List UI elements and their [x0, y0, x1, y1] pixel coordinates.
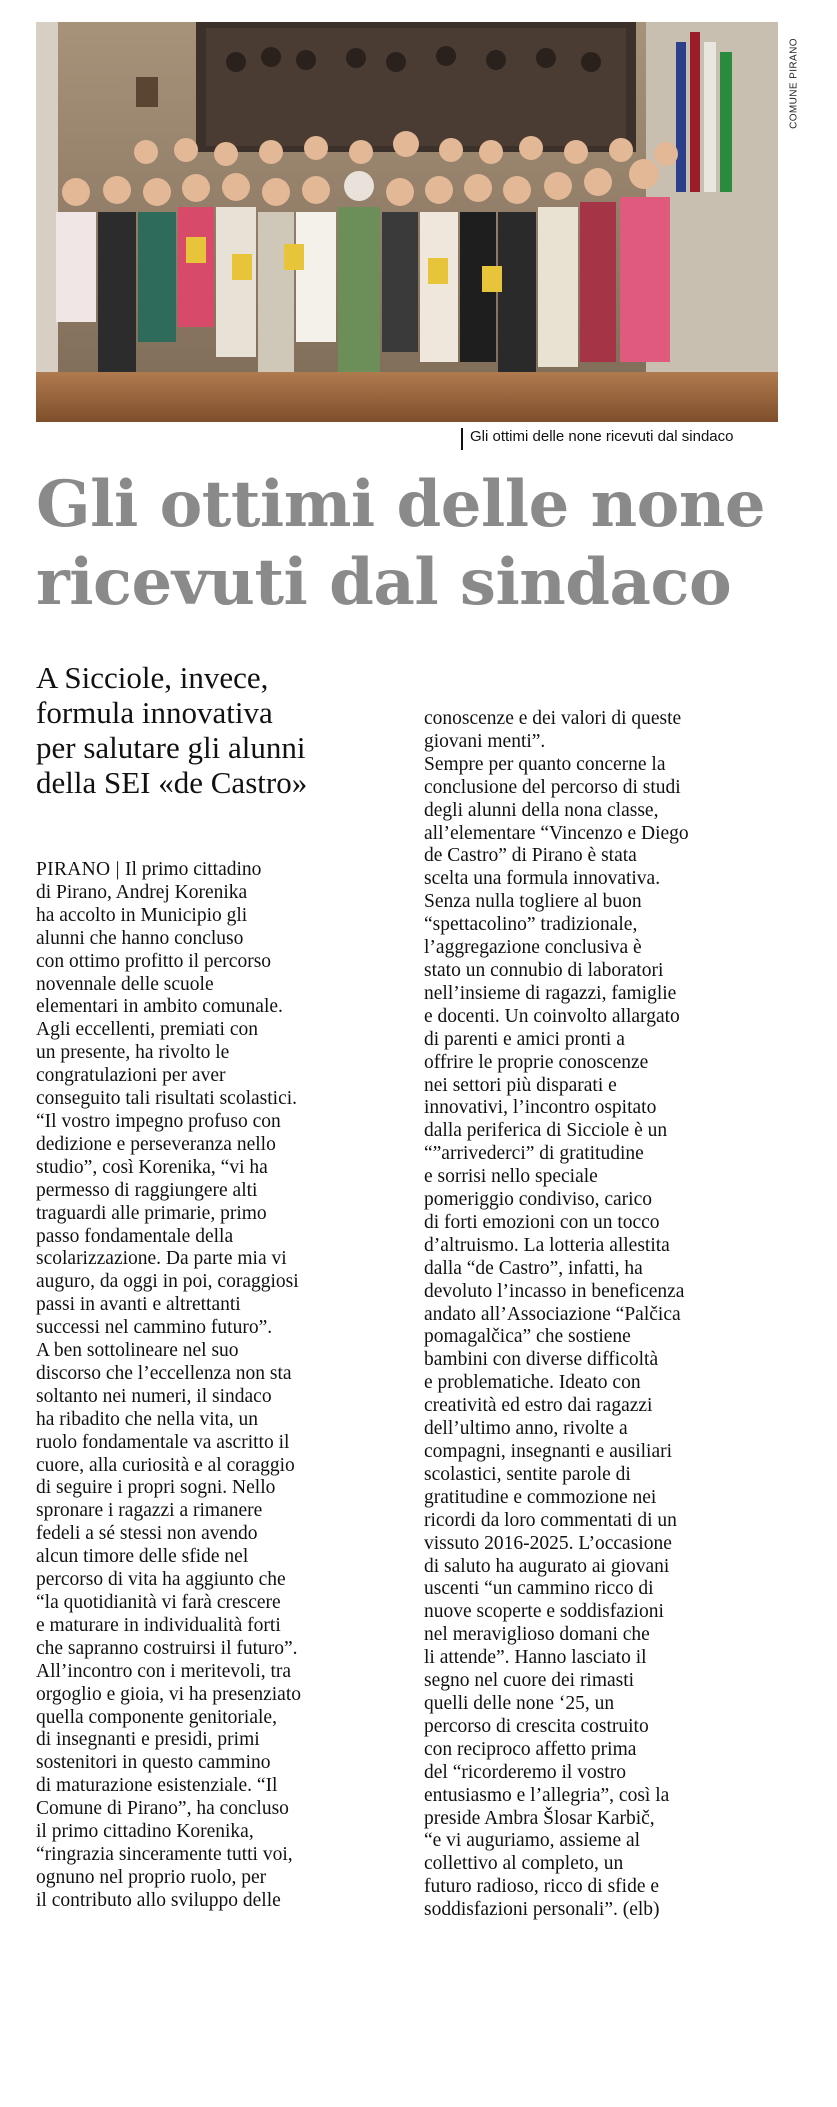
article-line [424, 983, 794, 1006]
article-line [36, 1615, 406, 1638]
article-line-text: dalla periferica di Sicciole è un [424, 1120, 668, 1142]
article-line [36, 1180, 406, 1203]
article-line-text: conoscenze e dei valori di queste [424, 708, 682, 729]
article-line-text: alunni che hanno concluso [36, 927, 244, 949]
article-line [36, 905, 406, 928]
article-line [424, 1556, 794, 1579]
article-line-text: e sorrisi nello speciale [424, 1166, 598, 1188]
article-line [36, 1798, 406, 1821]
article-line [36, 1729, 406, 1752]
article-line-text: e problematiche. Ideato con [424, 1372, 641, 1394]
article-line [424, 1876, 794, 1899]
article-line [424, 1762, 794, 1785]
article-line-text: di maturazione esistenziale. “Il [36, 1775, 278, 1797]
article-line [424, 1647, 794, 1670]
article-line [36, 1500, 406, 1523]
article-line-text: scolastici, sentite parole di [424, 1463, 631, 1485]
article-line-text: di forti emozioni con un tocco [424, 1211, 660, 1233]
article-line-text: percorso di vita ha aggiunto che [36, 1569, 286, 1591]
article-line-text: ognuno nel proprio ruolo, per [36, 1866, 267, 1888]
article-line [36, 1340, 406, 1363]
article-line [36, 1775, 406, 1798]
dateline: PIRANO | [36, 859, 125, 880]
article-line [424, 1899, 794, 1922]
article-line-text: soltanto nei numeri, il sindaco [36, 1385, 272, 1407]
headline-line-2: ricevuti dal sindaco [36, 545, 732, 620]
article-line-text: andato all’Associazione “Palčica [424, 1303, 681, 1325]
article-line [424, 891, 794, 914]
article-line-text: fedeli a sé stessi non avendo [36, 1523, 258, 1545]
article-line-text: cuore, alla curiosità e al coraggio [36, 1454, 295, 1476]
article-line-text: discorso che l’eccellenza non sta [36, 1362, 292, 1384]
article-line-text: il contributo allo sviluppo delle [36, 1889, 281, 1911]
article-line [36, 1569, 406, 1592]
headline-line-1: Gli ottimi delle none [36, 467, 766, 542]
article-line [424, 1349, 794, 1372]
article-line-text: congratulazioni per aver [36, 1065, 226, 1087]
article-line-text: di saluto ha augurato ai giovani [424, 1555, 670, 1577]
article-line-text: con ottimo profitto il percorso [36, 950, 272, 972]
article-line [36, 1638, 406, 1661]
article-line-text: de Castro” di Pirano è stata [424, 845, 637, 867]
article-line [424, 1441, 794, 1464]
article-line-text: nell’insieme di ragazzi, famiglie [424, 982, 677, 1004]
photo-caption: Gli ottimi delle none ricevuti dal sindaco [470, 428, 734, 445]
group-photo-illustration [36, 22, 778, 422]
article-line [424, 777, 794, 800]
article-line [36, 1867, 406, 1890]
article-line [36, 1409, 406, 1432]
article-line [36, 1248, 406, 1271]
article-line [36, 1477, 406, 1500]
article-line [36, 1134, 406, 1157]
article-line [36, 1226, 406, 1249]
article-column-right [424, 708, 794, 1922]
article-line-text: dedizione e perseveranza nello [36, 1133, 276, 1155]
article-line-text: alcun timore delle sfide nel [36, 1546, 249, 1568]
article-line [36, 1684, 406, 1707]
article-line-text: uscenti “un cammino ricco di [424, 1578, 654, 1600]
article-line [424, 731, 794, 754]
article-line [36, 1386, 406, 1409]
article-line [424, 1533, 794, 1556]
article-line [36, 1661, 406, 1684]
article-line-text: con reciproco affetto prima [424, 1738, 637, 1760]
article-line [424, 1487, 794, 1510]
article-line-text: “e vi auguriamo, assieme al [424, 1830, 641, 1852]
article-line-text: bambini con diverse difficoltà [424, 1349, 659, 1371]
article-line-text: l’aggregazione conclusiva è [424, 937, 642, 959]
article-line-text: compagni, insegnanti e ausiliari [424, 1441, 673, 1462]
article-line [424, 1853, 794, 1876]
article-line [424, 1258, 794, 1281]
article-line-text: ruolo fondamentale va ascritto il [36, 1431, 290, 1453]
article-line-text: d’altruismo. La lotteria allestita [424, 1234, 670, 1256]
article-line-text: il primo cittadino Korenika, [36, 1821, 254, 1843]
article-line [36, 1523, 406, 1546]
article-line [36, 1821, 406, 1844]
article-line-text: vissuto 2016-2025. L’occasione [424, 1532, 672, 1554]
article-line [424, 1143, 794, 1166]
article-line-text: pomeriggio condiviso, carico [424, 1189, 652, 1211]
article-line-text: conclusione del percorso di studi [424, 776, 681, 798]
article-line-text: elementari in ambito comunale. [36, 996, 283, 1018]
article-line-text: Senza nulla togliere al buon [424, 891, 642, 913]
article-line [424, 1189, 794, 1212]
article-line-text: del “ricorderemo il vostro [424, 1761, 626, 1783]
article-line [424, 1693, 794, 1716]
article-line [424, 823, 794, 846]
article-line [36, 1890, 406, 1913]
article-line [424, 1510, 794, 1533]
article-line [36, 1752, 406, 1775]
subhead-line: per salutare gli alunni [36, 730, 306, 765]
article-line-text: Agli eccellenti, premiati con [36, 1019, 258, 1041]
article-line-text: A ben sottolineare nel suo [36, 1340, 239, 1362]
article-line-text: successi nel cammino futuro”. [36, 1317, 273, 1339]
article-line-text: di insegnanti e presidi, primi [36, 1729, 260, 1751]
article-line [424, 1785, 794, 1808]
article-line [36, 996, 406, 1019]
article-line [424, 1624, 794, 1647]
article-line [36, 1157, 406, 1180]
article-line-text: quelli delle none ‘25, un [424, 1692, 615, 1714]
article-line [424, 708, 794, 731]
article-line-text: auguro, da oggi in poi, coraggiosi [36, 1271, 299, 1293]
article-line-text: di seguire i propri sogni. Nello [36, 1477, 276, 1499]
subhead-line: formula innovativa [36, 695, 273, 730]
article-line [424, 1235, 794, 1258]
article-line [424, 1716, 794, 1739]
article-line [424, 1326, 794, 1349]
article-line-text: un presente, ha rivolto le [36, 1042, 230, 1064]
article-line [424, 1830, 794, 1853]
article-line-text: traguardi alle primarie, primo [36, 1202, 267, 1224]
article-line [424, 1281, 794, 1304]
article-line [424, 914, 794, 937]
article-line-text: segno nel cuore dei rimasti [424, 1670, 635, 1692]
article-line-text: “Il vostro impegno profuso con [36, 1110, 281, 1132]
article-line [424, 1006, 794, 1029]
article-line [36, 1019, 406, 1042]
article-line-text: di Pirano, Andrej Korenika [36, 881, 248, 903]
article-line-text: dell’ultimo anno, rivolte a [424, 1418, 628, 1440]
article-line-text: percorso di crescita costruito [424, 1715, 649, 1737]
article-line [424, 1418, 794, 1441]
article-line [424, 1075, 794, 1098]
article-line-text: spronare i ragazzi a rimanere [36, 1500, 263, 1522]
article-line-text: permesso di raggiungere alti [36, 1179, 258, 1201]
article-line-text: nel meraviglioso domani che [424, 1624, 650, 1646]
article-line [424, 1464, 794, 1487]
article-line-text: nuove scoperte e soddisfazioni [424, 1601, 664, 1623]
article-line-text: offrire le proprie conoscenze [424, 1051, 649, 1073]
article-line-text: collettivo al completo, un [424, 1853, 624, 1875]
article-line [424, 1166, 794, 1189]
article-line [36, 1363, 406, 1386]
article-line-text: futuro radioso, ricco di sfide e [424, 1876, 660, 1898]
article-line [424, 1670, 794, 1693]
article-line [36, 859, 406, 882]
photo-credit: COMUNE PIRANO [788, 38, 800, 129]
article-line [424, 960, 794, 983]
article-line [424, 1808, 794, 1831]
headline [36, 466, 806, 622]
article-line-text: Il primo cittadino [124, 859, 262, 880]
article-line-text: creatività ed estro dai ragazzi [424, 1395, 653, 1417]
article-line [424, 937, 794, 960]
article-line [36, 1111, 406, 1134]
article-line-text: devoluto l’incasso in beneficenza [424, 1280, 685, 1302]
article-line [36, 1088, 406, 1111]
article-line-text: che sapranno costruirsi il futuro”. [36, 1637, 298, 1659]
article-line-text: “ringrazia sinceramente tutti voi, [36, 1843, 293, 1865]
article-line-text: studio”, così Korenika, “vi ha [36, 1156, 268, 1178]
subhead-line: A Sicciole, invece, [36, 660, 269, 695]
article-line-text: conseguito tali risultati scolastici. [36, 1088, 298, 1110]
article-line-text: giovani menti”. [424, 730, 546, 752]
article-line [36, 974, 406, 997]
article-line-text: “la quotidianità vi farà crescere [36, 1592, 281, 1613]
article-line [424, 1120, 794, 1143]
article-line [36, 1844, 406, 1867]
article-line [36, 1455, 406, 1478]
article-column-left [36, 859, 406, 1913]
article-line [36, 1203, 406, 1226]
article-line-text: ricordi da loro commentati di un [424, 1509, 677, 1531]
article-line-text: sostenitori in questo cammino [36, 1752, 271, 1774]
article-line [36, 1592, 406, 1615]
article-line-text: Comune di Pirano”, ha concluso [36, 1798, 289, 1820]
article-line [36, 882, 406, 905]
article-line [424, 800, 794, 823]
article-line-text: “spettacolino” tradizionale, [424, 914, 638, 936]
article-line [424, 754, 794, 777]
article-line-text: orgoglio e gioia, vi ha presenziato [36, 1683, 301, 1705]
article-line-text: pomagalčica” che sostiene [424, 1326, 631, 1348]
article-line-text: quella componente genitoriale, [36, 1706, 277, 1728]
article-line [424, 1097, 794, 1120]
article-line [36, 1707, 406, 1730]
article-line [424, 845, 794, 868]
article-line [36, 1065, 406, 1088]
article-line-text: stato un connubio di laboratori [424, 959, 664, 981]
article-line [36, 1294, 406, 1317]
article-line-text: nei settori più disparati e [424, 1074, 617, 1096]
article-line [424, 1052, 794, 1075]
article-line [424, 1029, 794, 1052]
article-line [424, 868, 794, 891]
subheadline [36, 660, 396, 800]
article-line [424, 1578, 794, 1601]
article-line-text: passi in avanti e altrettanti [36, 1294, 241, 1316]
article-line [424, 1739, 794, 1762]
article-line-text: degli alunni della nona classe, [424, 799, 659, 821]
article-line-text: e docenti. Un coinvolto allargato [424, 1005, 680, 1027]
article-line-text: di parenti e amici pronti a [424, 1028, 625, 1050]
article-line [36, 1271, 406, 1294]
group-photo [36, 22, 778, 422]
article-line-text: ha accolto in Municipio gli [36, 904, 248, 926]
article-line [36, 1546, 406, 1569]
article-line [36, 1432, 406, 1455]
article-line-text: preside Ambra Šlosar Karbič, [424, 1807, 655, 1829]
article-line [36, 1042, 406, 1065]
article-line-text: innovativi, l’incontro ospitato [424, 1097, 657, 1119]
article-line-text: ha ribadito che nella vita, un [36, 1408, 259, 1430]
article-line-text: passo fondamentale della [36, 1225, 234, 1247]
article-line-text: e maturare in individualità forti [36, 1614, 281, 1636]
article-line [36, 1317, 406, 1340]
article-line-text: Sempre per quanto concerne la [424, 753, 666, 775]
article-line-text: soddisfazioni personali”. (elb) [424, 1899, 660, 1921]
article-line [424, 1212, 794, 1235]
article-line-text: li attende”. Hanno lasciato il [424, 1647, 647, 1669]
subhead-line: della SEI «de Castro» [36, 765, 308, 800]
article-line-text: all’elementare “Vincenzo e Diego [424, 822, 689, 844]
article-line [424, 1304, 794, 1327]
article-line [424, 1601, 794, 1624]
article-line [424, 1395, 794, 1418]
article-line [36, 951, 406, 974]
article-line-text: All’incontro con i meritevoli, tra [36, 1660, 292, 1682]
article-line-text: novennale delle scuole [36, 973, 214, 995]
caption-divider [461, 428, 463, 450]
article-line-text: entusiasmo e l’allegria”, così la [424, 1784, 670, 1806]
article-line-text: scolarizzazione. Da parte mia vi [36, 1248, 287, 1270]
article-line-text: gratitudine e commozione nei [424, 1486, 657, 1508]
article-line-text: scelta una formula innovativa. [424, 868, 661, 890]
article-line-text: dalla “de Castro”, infatti, ha [424, 1257, 643, 1279]
article-line [36, 928, 406, 951]
article-line-text: “”arrivederci” di gratitudine [424, 1143, 644, 1165]
article-line [424, 1372, 794, 1395]
